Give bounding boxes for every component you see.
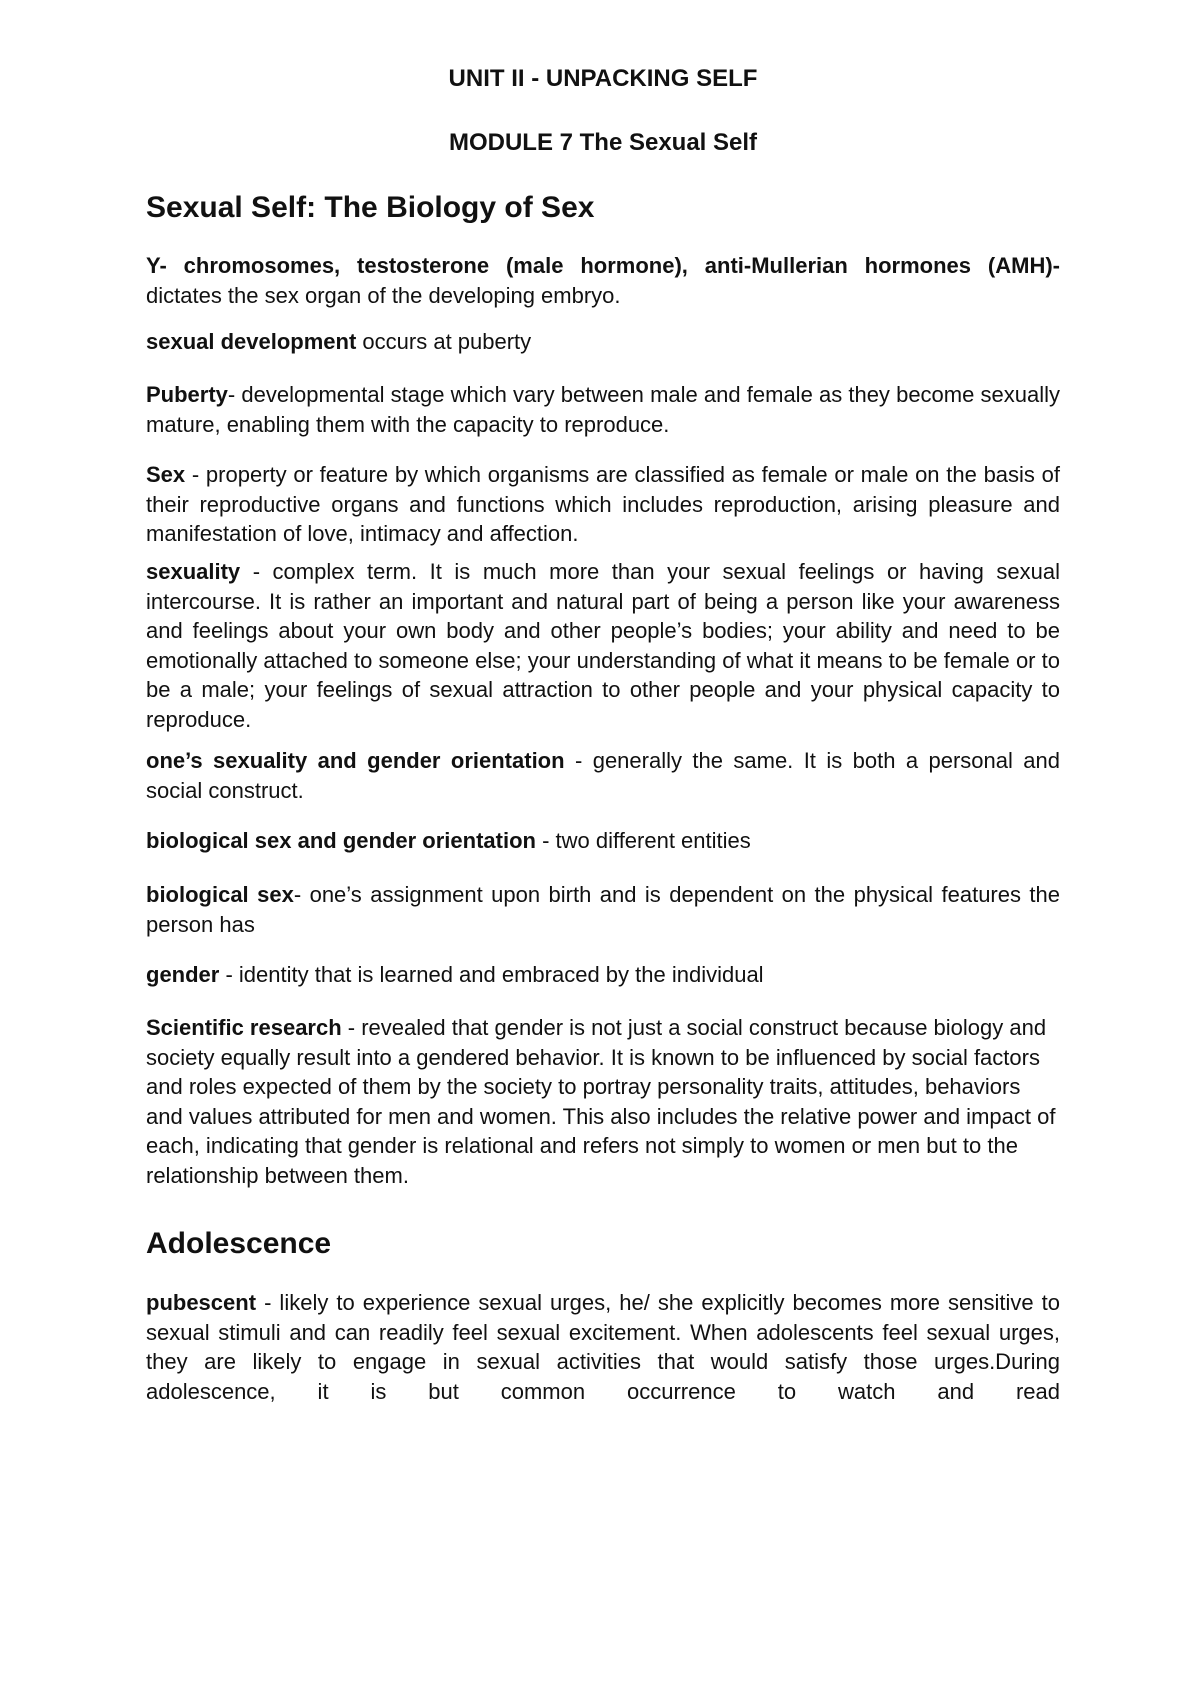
definition-scientific-research: - revealed that gender is not just a social construct because biology and society equally result into a gendered behavior. It is known to be influenced by social factors and roles expected of them by the society to portray personality traits, attitudes, behaviors and values attributed for men and women. This also includes the relative power and impact of each, indicating that gender is relational and refers not simply to women or men but to the relationship between them.: [146, 1015, 1056, 1188]
term-puberty: Puberty: [146, 382, 228, 407]
paragraph-biological-sex-gender-orientation: [146, 826, 1060, 856]
section-heading-adolescence: Adolescence: [146, 1227, 332, 1260]
definition-sexual-development: occurs at puberty: [356, 329, 532, 354]
definition-biological-sex: - one’s assignment upon birth and is dependent on the physical features the person has: [146, 882, 1061, 937]
definition-sexuality-gender-orientation: - generally the same. It is both a personal and social construct.: [146, 748, 1060, 803]
paragraph-puberty: [146, 380, 1060, 439]
definition-sex: - property or feature by which organisms are classified as female or male on the basis of their reproductive organs and functions which includes reproduction, arising pleasure and manifestation of love, intimacy and affection.: [146, 462, 1060, 546]
paragraph-sexuality-gender-orientation: [146, 746, 1060, 805]
term-sexual-development: sexual development: [146, 329, 357, 354]
definition-puberty: - developmental stage which vary between male and female as they become sexually mature, enabling them with the capacity to reproduce.: [146, 382, 1060, 437]
paragraph-pubescent: [146, 1288, 1060, 1406]
term-sex: Sex: [146, 462, 186, 487]
term-biological-sex: biological sex: [146, 882, 294, 907]
term-sexuality-gender-orientation: one’s sexuality and gender orientation: [146, 748, 565, 773]
definition-biological-sex-gender-orientation: - two different entities: [535, 828, 751, 853]
definition-pubescent: - likely to experience sexual urges, he/ she explicitly becomes more sensitive to sexual stimuli and can readily feel sexual excitement. When adolescents feel sexual urges, they are likely to engage in sexual activities that would satisfy those urges.During adolescence, it is but common occurrence to watch and read: [146, 1290, 1060, 1404]
term-sexuality: sexuality: [146, 559, 241, 584]
definition-sexuality: - complex term. It is much more than your sexual feelings or having sexual intercourse. It is rather an important and natural part of being a person like your awareness and feelings about your own body and other people’s bodies; your ability and need to be emotionally attached to someone else; your understanding of what it means to be female or to be a male; your feelings of sexual attraction to other people and your physical capacity to reproduce.: [146, 559, 1060, 732]
section-heading-biology-of-sex: Sexual Self: The Biology of Sex: [146, 191, 595, 224]
paragraph-sexuality: [146, 557, 1060, 734]
definition-gender: - identity that is learned and embraced by the individual: [219, 962, 764, 987]
paragraph-sexual-development: [146, 327, 1060, 357]
term-chromosomes: Y- chromosomes, testosterone (male hormone), anti-Mullerian hormones (AMH)-: [146, 253, 1060, 278]
paragraph-biological-sex: [146, 880, 1060, 939]
paragraph-chromosomes: [146, 251, 1060, 310]
term-scientific-research: Scientific research: [146, 1015, 342, 1040]
term-gender: gender: [146, 962, 220, 987]
module-title: MODULE 7 The Sexual Self: [448, 129, 758, 156]
paragraph-scientific-research: [146, 1013, 1060, 1190]
definition-chromosomes: dictates the sex organ of the developing embryo.: [146, 282, 621, 308]
paragraph-gender: [146, 960, 1060, 990]
unit-title: UNIT II - UNPACKING SELF: [448, 65, 758, 92]
term-biological-sex-gender-orientation: biological sex and gender orientation: [146, 828, 536, 853]
term-pubescent: pubescent: [146, 1290, 257, 1315]
paragraph-sex: [146, 460, 1060, 549]
